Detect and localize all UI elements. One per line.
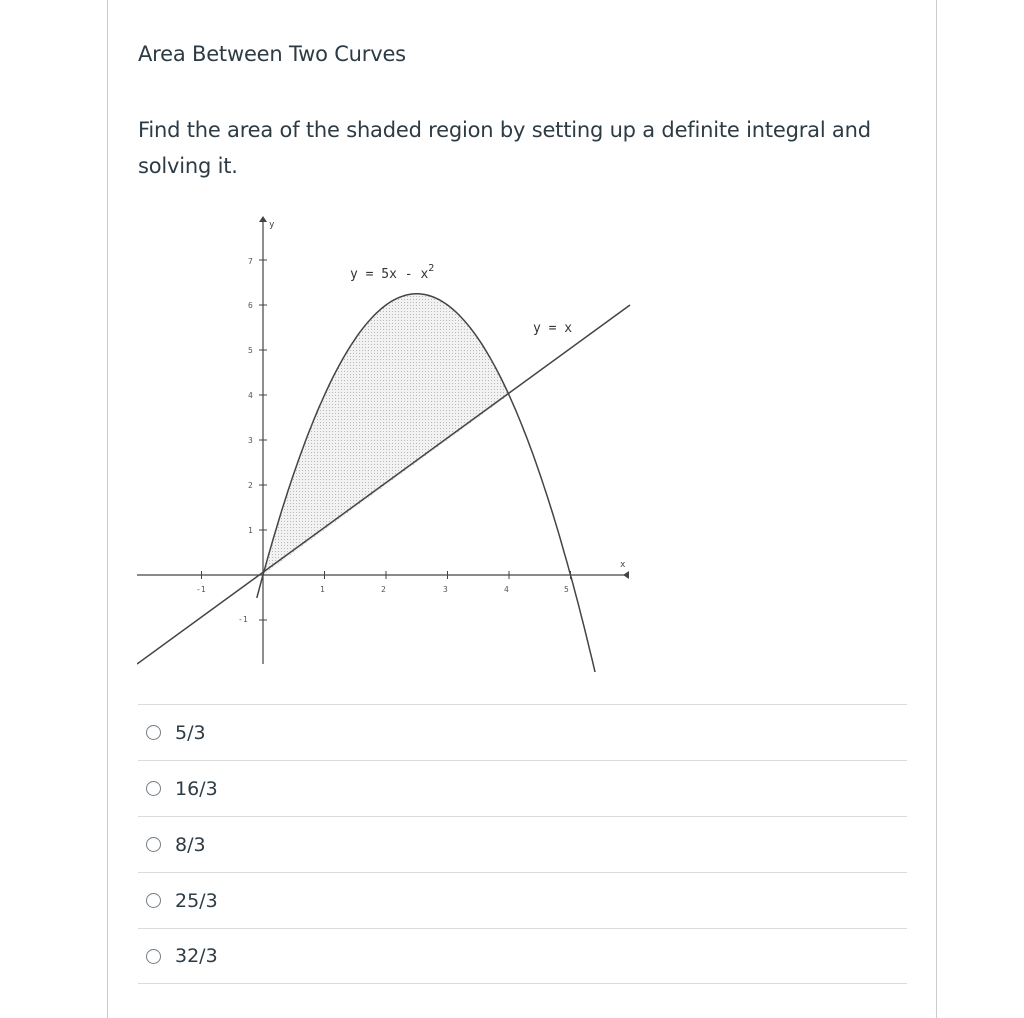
answer-option[interactable] [138, 816, 907, 872]
answer-label: 25/3 [175, 889, 218, 912]
y-axis-label: y [269, 220, 275, 230]
line-label: y = x [533, 321, 573, 336]
y-axis-arrow-icon [259, 216, 267, 222]
answer-option[interactable] [138, 704, 907, 760]
answer-label: 16/3 [175, 777, 218, 800]
answer-label: 8/3 [175, 833, 206, 856]
y-tick-label: 3 [248, 436, 253, 445]
y-tick-label: 4 [248, 391, 253, 400]
x-axis-label: x [620, 560, 626, 570]
question-text: Find the area of the shaded region by setting up a definite integral and solving it. [138, 118, 871, 178]
answer-option[interactable] [138, 760, 907, 816]
shaded-region [263, 294, 509, 575]
radio-button[interactable] [146, 781, 161, 796]
graph-figure [137, 212, 637, 672]
radio-button[interactable] [146, 949, 161, 964]
radio-button[interactable] [146, 837, 161, 852]
x-tick-label: 3 [443, 585, 448, 594]
answer-label: 5/3 [175, 721, 206, 744]
radio-button[interactable] [146, 893, 161, 908]
y-tick-label: -1 [238, 615, 248, 624]
answer-list [138, 704, 907, 984]
answer-label: 32/3 [175, 945, 218, 967]
answer-option[interactable] [138, 928, 907, 984]
x-axis-arrow-icon [623, 571, 629, 579]
answer-option[interactable] [138, 872, 907, 928]
x-tick-label: 5 [564, 585, 569, 594]
x-tick-label: 4 [504, 585, 509, 594]
y-tick-label: 1 [248, 526, 253, 535]
parabola-label: $y = 5x - x^2$ [350, 263, 435, 282]
y-tick-label: 2 [248, 481, 253, 490]
question-title: Area Between Two Curves [138, 42, 406, 66]
y-tick-label: 5 [248, 346, 253, 355]
x-tick-label: 2 [381, 585, 386, 594]
y-tick-label: 7 [248, 257, 253, 266]
x-tick-label: 1 [320, 585, 325, 594]
x-tick-label: -1 [196, 585, 206, 594]
radio-button[interactable] [146, 725, 161, 740]
y-tick-label: 6 [248, 301, 253, 310]
